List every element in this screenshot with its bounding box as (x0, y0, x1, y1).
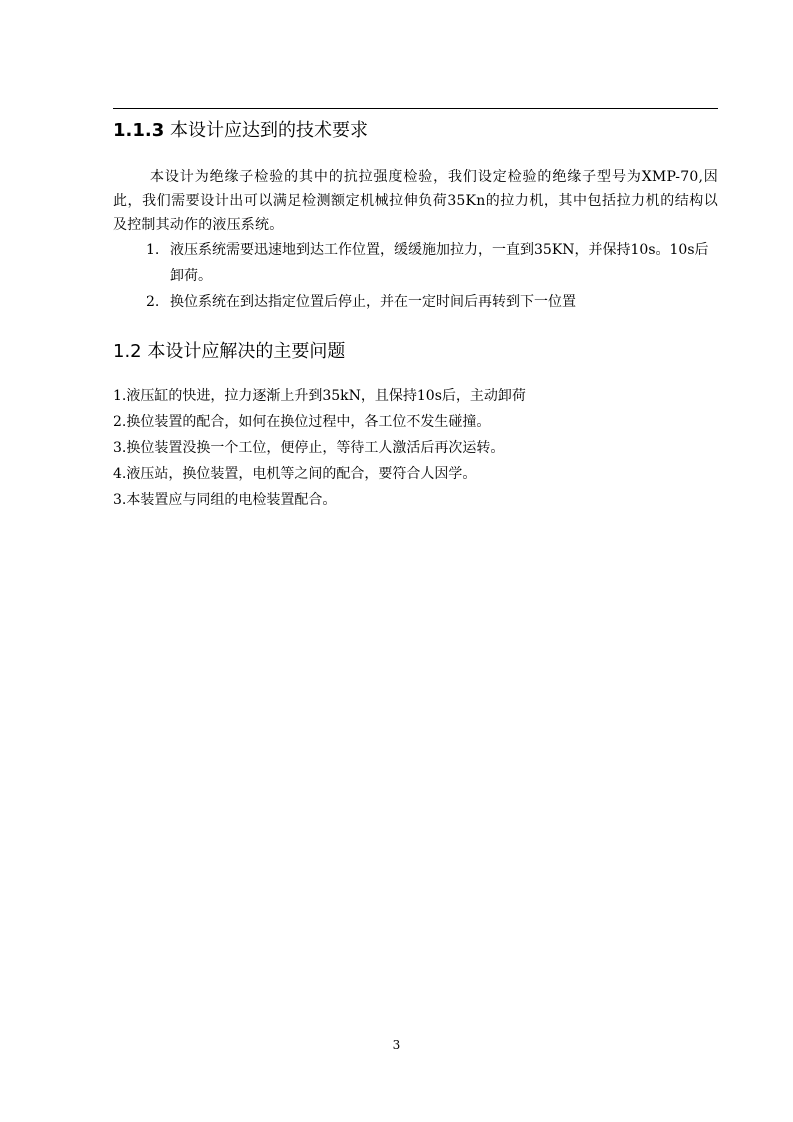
list-item: 1.液压缸的快进，拉力逐渐上升到35kN，且保持10s后，主动卸荷 (113, 388, 526, 404)
body-paragraph: 本设计为绝缘子检验的其中的抗拉强度检验，我们设定检验的绝缘子型号为XMP-70,因此，我们需要设计出可以满足检测额定机械拉伸负荷35Kn的拉力机，其中包括拉力机的结构以及控制其动作的液压系统。 (113, 169, 718, 233)
list-item: 3.本装置应与同组的电检装置配合。 (113, 492, 337, 508)
list-item: 3.换位装置没换一个工位，便停止，等待工人激活后再次运转。 (113, 440, 505, 456)
list-item-text: 换位系统在到达指定位置后停止，并在一定时间后再转到下一位置 (170, 294, 576, 310)
section-number: 1.2 (113, 341, 142, 362)
list-marker: 1. (146, 242, 160, 258)
section-heading-1-2 (113, 338, 718, 366)
list-marker: 2. (146, 294, 160, 310)
list-item-text: 液压系统需要迅速地到达工作位置，缓缓施加拉力，一直到35KN，并保持10s。10s后卸荷。 (170, 242, 709, 284)
list-item (113, 237, 718, 289)
header-rule (113, 108, 718, 109)
section-heading-1-1-3 (113, 117, 718, 145)
list-item (113, 289, 718, 315)
section-title: 本设计应解决的主要问题 (147, 341, 346, 362)
page-content (113, 117, 718, 513)
list-item: 4.液压站，换位装置，电机等之间的配合，要符合人因学。 (113, 466, 477, 482)
list-item: 2.换位装置的配合，如何在换位过程中，各工位不发生碰撞。 (113, 414, 491, 430)
section-title: 本设计应达到的技术要求 (169, 120, 368, 141)
page-number: 3 (392, 1038, 401, 1052)
section-number: 1.1.3 (113, 120, 165, 141)
requirements-list (113, 237, 718, 315)
problems-list (113, 383, 718, 513)
